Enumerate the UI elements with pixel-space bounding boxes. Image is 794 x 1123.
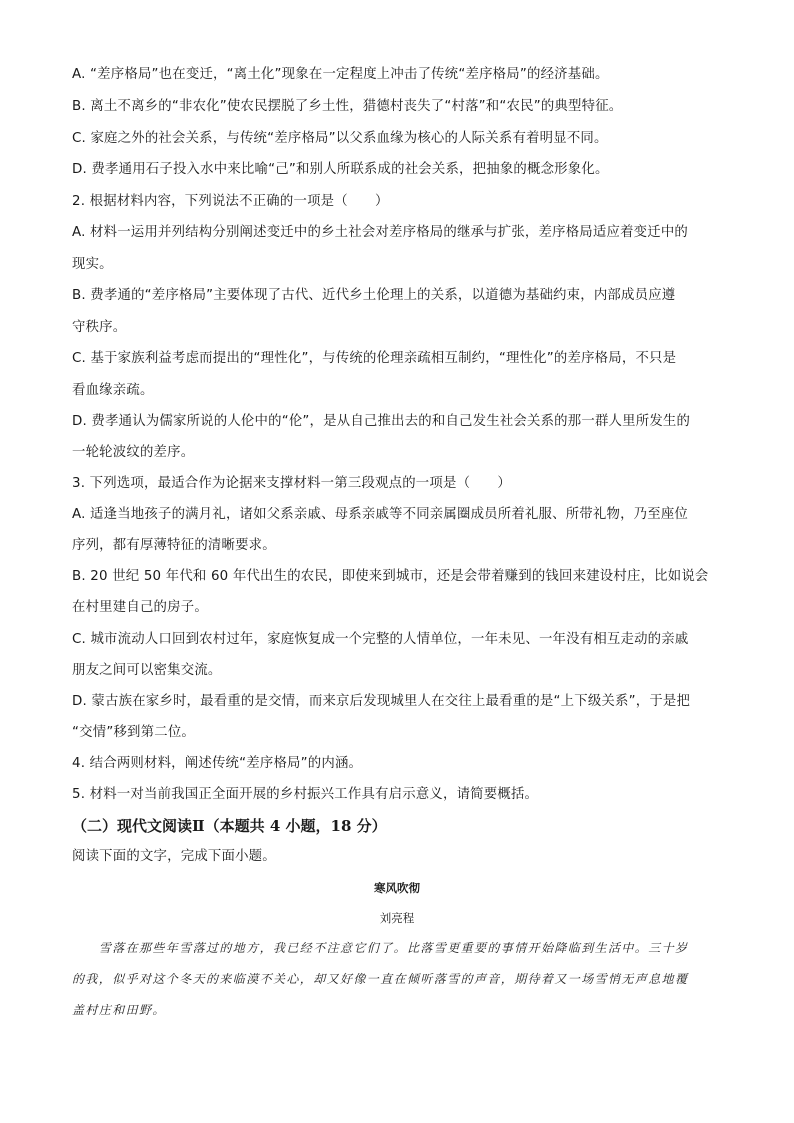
q2-option-b-line1: B. 费孝通的“差序格局”主要体现了古代、近代乡土伦理上的关系，以道德为基础约束，内部成员应遵 [72,288,676,303]
passage-line-1: 雪落在那些年雪落过的地方，我已经不注意它们了。比落雪更重要的事情开始降临到生活中。三十岁 [72,941,689,955]
q1-option-d: D. 费孝通用石子投入水中来比喻“己”和别人所联系成的社会关系，把抽象的概念形象化。 [72,162,609,177]
q3-option-b-line1: B. 20 世纪 50 年代和 60 年代出生的农民，即使来到城市，还是会带着赚到的钱回来建设村庄，比如说会 [72,569,709,584]
q2-option-d-line1: D. 费孝通认为儒家所说的人伦中的“伦”，是从自己推出去的和自己发生社会关系的那一群人里所发生的 [72,414,691,429]
section-instruction: 阅读下面的文字，完成下面小题。 [72,849,276,864]
q3-option-b-line2: 在村里建自己的房子。 [72,600,208,615]
passage-title: 寒风吹彻 [374,881,420,895]
q2-option-a-line2: 现实。 [72,257,113,272]
passage-line-3: 盖村庄和田野。 [72,1003,166,1017]
q5-stem: 5. 材料一对当前我国正全面开展的乡村振兴工作具有启示意义，请简要概括。 [72,787,539,802]
q3-option-d-line2: “交情”移到第二位。 [72,725,195,740]
q3-option-a-line1: A. 适逢当地孩子的满月礼，诸如父系亲戚、母系亲戚等不同亲属圈成员所着礼服、所带礼物，乃至座位 [72,507,689,522]
q3-option-c-line2: 朋友之间可以密集交流。 [72,663,222,678]
q2-option-c-line2: 看血缘亲疏。 [72,383,154,398]
passage-line-2: 的我，似乎对这个冬天的来临漠不关心，却又好像一直在倾听落雪的声音，期待着又一场雪悄无声息地覆 [72,972,689,986]
section-heading: （二）现代文阅读Ⅱ（本题共 4 小题，18 分） [72,817,387,835]
q3-stem: 3. 下列选项，最适合作为论据来支撑材料一第三段观点的一项是（ ） [72,476,511,491]
q2-option-a-line1: A. 材料一运用并列结构分别阐述变迁中的乡土社会对差序格局的继承与扩张，差序格局适应着变迁中的 [72,225,689,240]
q2-stem: 2. 根据材料内容，下列说法不正确的一项是（ ） [72,194,389,209]
passage-author: 刘亮程 [379,911,415,925]
q1-option-b: B. 离土不离乡的“非农化”使农民摆脱了乡土性，猎德村丧失了“村落”和“农民”的典型特征。 [72,99,623,114]
q4-stem: 4. 结合两则材料，阐述传统“差序格局”的内涵。 [72,756,363,771]
q3-option-c-line1: C. 城市流动人口回到农村过年，家庭恢复成一个完整的人情单位，一年未见、一年没有相互走动的亲戚 [72,632,689,647]
q1-option-a: A. “差序格局”也在变迁，“离土化”现象在一定程度上冲击了传统“差序格局”的经济基础。 [72,67,609,82]
q1-option-c: C. 家庭之外的社会关系，与传统“差序格局”以父系血缘为核心的人际关系有着明显不同。 [72,131,608,146]
q2-option-c-line1: C. 基于家族利益考虑而提出的“理性化”，与传统的伦理亲疏相互制约，“理性化”的差序格局，不只是 [72,351,677,366]
q3-option-a-line2: 序列，都有厚薄特征的清晰要求。 [72,538,276,553]
q2-option-d-line2: 一轮轮波纹的差序。 [72,445,195,460]
q3-option-d-line1: D. 蒙古族在家乡时，最看重的是交情，而来京后发现城里人在交往上最看重的是“上下级关系”，于是把 [72,694,691,709]
q2-option-b-line2: 守秩序。 [72,320,127,335]
